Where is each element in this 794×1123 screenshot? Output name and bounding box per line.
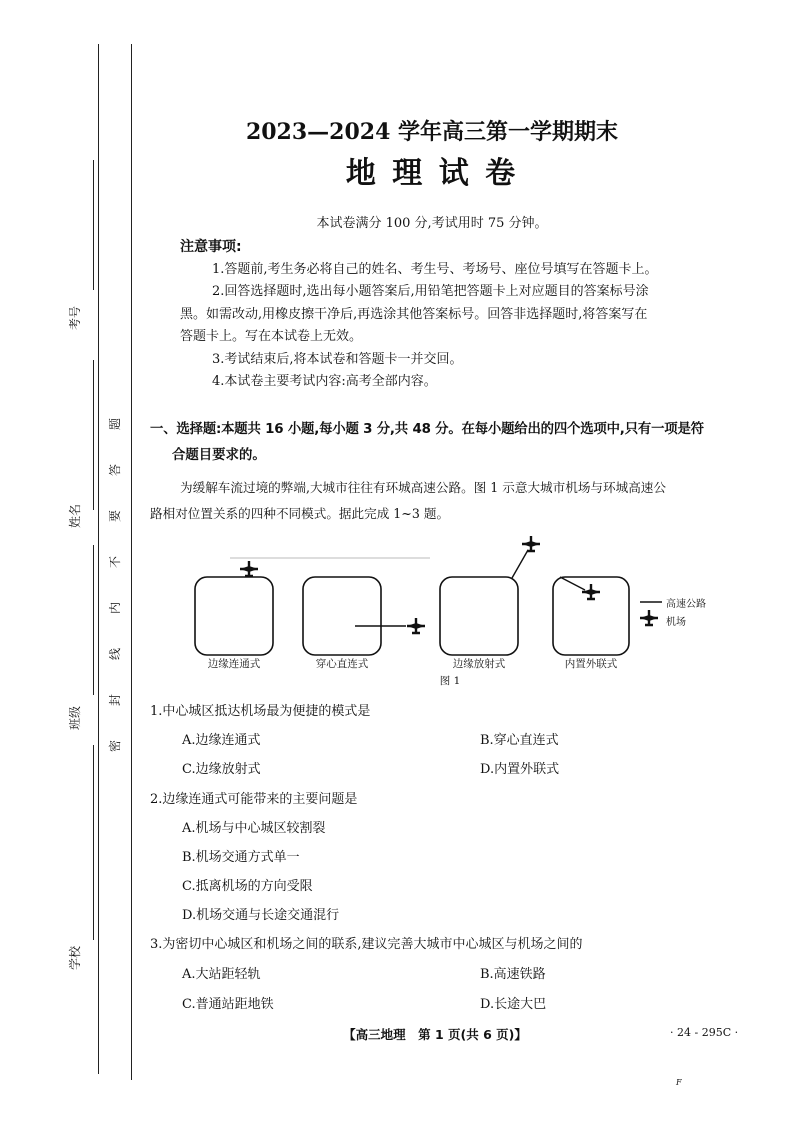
seal-char: 要 xyxy=(108,509,122,522)
label-name: 姓名 xyxy=(68,503,82,528)
mode-edge-radial-diagram xyxy=(440,536,540,655)
airport-icon xyxy=(407,618,425,634)
label-exam-number: 考号 xyxy=(68,305,82,330)
mode-through-center-diagram xyxy=(303,577,425,655)
note-item: 答题卡上。写在本试卷上无效。 xyxy=(180,329,363,344)
figure-caption: 图 1 xyxy=(439,675,461,687)
subject-title: 地 理 试 卷 xyxy=(345,156,519,191)
option[interactable]: D.机场交通与长途交通混行 xyxy=(182,908,340,923)
score-info: 本试卷满分 100 分,考试用时 75 分钟。 xyxy=(316,216,548,231)
section-title-line2: 合题目要求的。 xyxy=(172,448,266,463)
option[interactable]: A.机场与中心城区较割裂 xyxy=(182,821,326,836)
option[interactable]: C.抵离机场的方向受限 xyxy=(182,879,313,894)
note-item: 3.考试结束后,将本试卷和答题卡一并交回。 xyxy=(212,351,463,367)
name-underline xyxy=(93,360,94,510)
corner-mark: F xyxy=(676,1078,682,1087)
page-footer: 【高三地理 第 1 页(共 6 页)】 xyxy=(343,1027,527,1042)
legend-airport-label: 机场 xyxy=(666,617,686,628)
airport-icon xyxy=(522,536,540,552)
mode-label: 边缘连通式 xyxy=(207,658,261,670)
option[interactable]: A.大站距轻轨 xyxy=(182,967,261,982)
option[interactable]: B.高速铁路 xyxy=(480,967,546,982)
school-underline xyxy=(93,745,94,940)
margin-line-inner xyxy=(131,44,132,1080)
exam-code: · 24 - 295C · xyxy=(670,1026,739,1039)
exam-number-underline xyxy=(93,160,94,290)
seal-char: 封 xyxy=(108,693,122,706)
note-item: 1.答题前,考生务必将自己的姓名、考生号、考场号、座位号填写在答题卡上。 xyxy=(212,261,658,277)
legend-airport-icon xyxy=(640,610,658,626)
label-school: 学校 xyxy=(68,945,82,970)
legend-highway-label: 高速公路 xyxy=(666,599,706,610)
note-item: 黑。如需改动,用橡皮擦干净后,再选涂其他答案标号。回答非选择题时,将答案写在 xyxy=(180,306,648,322)
figure-legend xyxy=(640,602,662,626)
margin-line-outer xyxy=(98,44,99,1074)
mode-label: 穿心直连式 xyxy=(315,658,369,670)
question-stem: 2.边缘连通式可能带来的主要问题是 xyxy=(150,792,358,807)
section-title-line1: 一、选择题:本题共 16 小题,每小题 3 分,共 48 分。在每小题给出的四个选项中,只有一项是符 xyxy=(150,422,704,437)
option[interactable]: B.穿心直连式 xyxy=(480,733,559,748)
seal-char: 内 xyxy=(108,601,122,614)
mode-edge-connected-diagram xyxy=(195,561,273,655)
airport-icon xyxy=(240,561,258,577)
mode-internal-external-diagram xyxy=(553,577,629,655)
option[interactable]: C.普通站距地铁 xyxy=(182,997,274,1012)
option[interactable]: B.机场交通方式单一 xyxy=(182,850,300,865)
seal-char: 答 xyxy=(108,463,122,476)
label-class: 班级 xyxy=(68,705,82,730)
note-item: 4.本试卷主要考试内容:高考全部内容。 xyxy=(212,374,437,389)
airport-icon xyxy=(582,584,600,600)
option[interactable]: D.长途大巴 xyxy=(480,997,547,1012)
seal-char: 线 xyxy=(108,647,122,660)
seal-char: 不 xyxy=(108,555,122,568)
intro-line2: 路相对位置关系的四种不同模式。据此完成 1~3 题。 xyxy=(150,506,450,521)
seal-char: 密 xyxy=(108,739,122,752)
notes-heading: 注意事项: xyxy=(180,239,242,255)
question-stem: 3.为密切中心城区和机场之间的联系,建议完善大城市中心城区与机场之间的 xyxy=(150,937,583,952)
note-item: 2.回答选择题时,选出每小题答案后,用铅笔把答题卡上对应题目的答案标号涂 xyxy=(212,284,649,299)
question-stem: 1.中心城区抵达机场最为便捷的模式是 xyxy=(150,704,371,719)
option[interactable]: C.边缘放射式 xyxy=(182,762,261,777)
exam-year-title: 2023—2024 学年高三第一学期期末 xyxy=(245,119,619,145)
seal-char: 题 xyxy=(108,417,122,430)
class-underline xyxy=(93,545,94,695)
mode-label: 内置外联式 xyxy=(564,658,618,670)
option[interactable]: D.内置外联式 xyxy=(480,762,560,777)
intro-line1: 为缓解车流过境的弊端,大城市往往有环城高速公路。图 1 示意大城市机场与环城高速公 xyxy=(180,480,666,495)
option[interactable]: A.边缘连通式 xyxy=(182,733,261,748)
mode-label: 边缘放射式 xyxy=(452,658,506,670)
notes-block xyxy=(180,236,740,394)
